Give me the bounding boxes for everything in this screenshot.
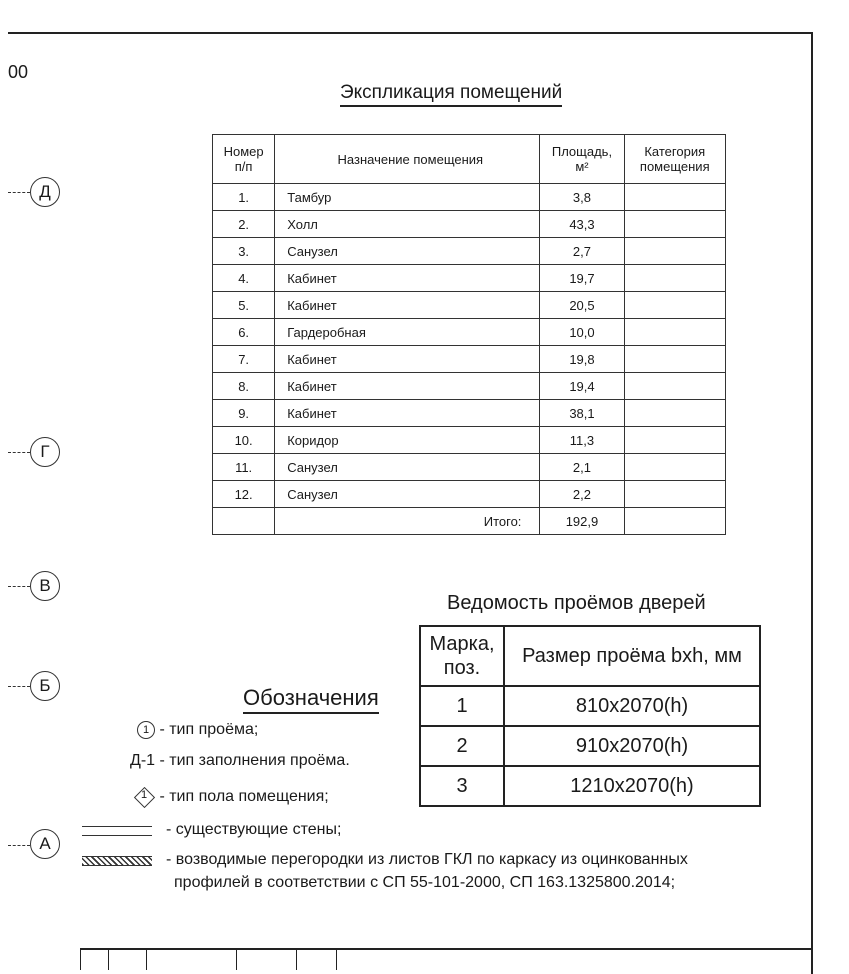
- doors-table: [419, 625, 761, 807]
- row-category: [624, 211, 725, 238]
- row-num: 3.: [213, 238, 275, 265]
- row-area: 19,4: [540, 373, 624, 400]
- row-name: Кабинет: [275, 265, 540, 292]
- row-name: Гардеробная: [275, 319, 540, 346]
- row-area: 10,0: [540, 319, 624, 346]
- door-mark: 2: [420, 726, 504, 766]
- explication-table: [212, 134, 726, 535]
- row-name: Санузел: [275, 238, 540, 265]
- header-name: Назначение помещения: [275, 135, 540, 184]
- row-num: 2.: [213, 211, 275, 238]
- explication-header-row: [213, 135, 726, 184]
- table-row: [213, 292, 726, 319]
- legend-floor-text: - тип пола помещения;: [159, 788, 329, 806]
- row-num: 12.: [213, 481, 275, 508]
- total-category: [624, 508, 725, 535]
- table-row: [213, 319, 726, 346]
- row-category: [624, 481, 725, 508]
- row-category: [624, 427, 725, 454]
- partition-hatch-symbol-icon: [82, 856, 152, 866]
- axis-marker-v: В: [30, 571, 60, 601]
- row-area: 19,7: [540, 265, 624, 292]
- legend-fill-type: Д-1 - тип заполнения проёма.: [130, 752, 350, 769]
- door-size: 910x2070(h): [504, 726, 760, 766]
- axis-line-v: [8, 586, 30, 587]
- total-row: [213, 508, 726, 535]
- axis-marker-d: Д: [30, 177, 60, 207]
- legend-title: Обозначения: [243, 685, 379, 714]
- row-area: 3,8: [540, 184, 624, 211]
- legend-opening-text: - тип проёма;: [159, 721, 259, 739]
- header-category: Категория помещения: [624, 135, 725, 184]
- explication-body: [213, 184, 726, 535]
- row-num: 1.: [213, 184, 275, 211]
- row-category: [624, 400, 725, 427]
- row-num: 6.: [213, 319, 275, 346]
- existing-wall-symbol-icon: [82, 826, 152, 836]
- row-name: Коридор: [275, 427, 540, 454]
- table-row: [420, 686, 760, 726]
- row-name: Кабинет: [275, 373, 540, 400]
- explication-title: Экспликация помещений: [340, 82, 562, 107]
- axis-line-a: [8, 845, 30, 846]
- header-area: Площадь, м²: [540, 135, 624, 184]
- row-num: 5.: [213, 292, 275, 319]
- row-category: [624, 265, 725, 292]
- legend-existing-walls: - существующие стены;: [166, 821, 342, 838]
- row-name: Санузел: [275, 481, 540, 508]
- doors-header-mark: Марка, поз.: [420, 626, 504, 686]
- row-category: [624, 319, 725, 346]
- row-area: 2,1: [540, 454, 624, 481]
- legend-opening: [137, 721, 258, 739]
- doors-header-row: [420, 626, 760, 686]
- row-category: [624, 346, 725, 373]
- table-row: [213, 481, 726, 508]
- door-mark: 3: [420, 766, 504, 806]
- row-area: 19,8: [540, 346, 624, 373]
- corner-text: 00: [8, 62, 29, 82]
- total-value: 192,9: [540, 508, 624, 535]
- row-num: 4.: [213, 265, 275, 292]
- door-mark: 1: [420, 686, 504, 726]
- axis-line-b: [8, 686, 30, 687]
- row-name: Кабинет: [275, 292, 540, 319]
- table-row: [213, 346, 726, 373]
- total-label: Итого:: [275, 508, 540, 535]
- table-row: [420, 766, 760, 806]
- row-name: Тамбур: [275, 184, 540, 211]
- table-row: [213, 454, 726, 481]
- row-category: [624, 238, 725, 265]
- row-area: 38,1: [540, 400, 624, 427]
- table-row: [420, 726, 760, 766]
- row-name: Кабинет: [275, 400, 540, 427]
- axis-marker-g: Г: [30, 437, 60, 467]
- axis-line-d: [8, 192, 30, 193]
- diamond-number-icon: 1: [133, 786, 155, 808]
- row-area: 2,7: [540, 238, 624, 265]
- row-num: 7.: [213, 346, 275, 373]
- row-name: Санузел: [275, 454, 540, 481]
- row-num: 11.: [213, 454, 275, 481]
- legend-partitions-line2: профилей в соответствии с СП 55-101-2000, СП 163.1325800.2014;: [174, 874, 676, 891]
- table-row: [213, 184, 726, 211]
- row-area: 20,5: [540, 292, 624, 319]
- row-category: [624, 454, 725, 481]
- axis-line-g: [8, 452, 30, 453]
- legend-floor: [133, 786, 329, 808]
- doors-title: Ведомость проёмов дверей: [447, 592, 706, 614]
- row-num: 9.: [213, 400, 275, 427]
- row-category: [624, 292, 725, 319]
- table-row: [213, 265, 726, 292]
- door-size: 810x2070(h): [504, 686, 760, 726]
- axis-marker-b: Б: [30, 671, 60, 701]
- row-name: Кабинет: [275, 346, 540, 373]
- table-row: [213, 427, 726, 454]
- legend-partitions-line1: - возводимые перегородки из листов ГКЛ по каркасу из оцинкованных: [166, 851, 688, 868]
- row-area: 43,3: [540, 211, 624, 238]
- table-row: [213, 400, 726, 427]
- row-num: 8.: [213, 373, 275, 400]
- row-name: Холл: [275, 211, 540, 238]
- table-row: [213, 238, 726, 265]
- header-num: Номер п/п: [213, 135, 275, 184]
- table-row: [213, 373, 726, 400]
- door-size: 1210x2070(h): [504, 766, 760, 806]
- total-num: [213, 508, 275, 535]
- row-num: 10.: [213, 427, 275, 454]
- title-block-strip: [80, 948, 811, 970]
- row-area: 2,2: [540, 481, 624, 508]
- circle-number-icon: 1: [137, 721, 155, 739]
- row-category: [624, 373, 725, 400]
- row-category: [624, 184, 725, 211]
- table-row: [213, 211, 726, 238]
- doors-header-size: Размер проёма bxh, мм: [504, 626, 760, 686]
- row-area: 11,3: [540, 427, 624, 454]
- axis-marker-a: А: [30, 829, 60, 859]
